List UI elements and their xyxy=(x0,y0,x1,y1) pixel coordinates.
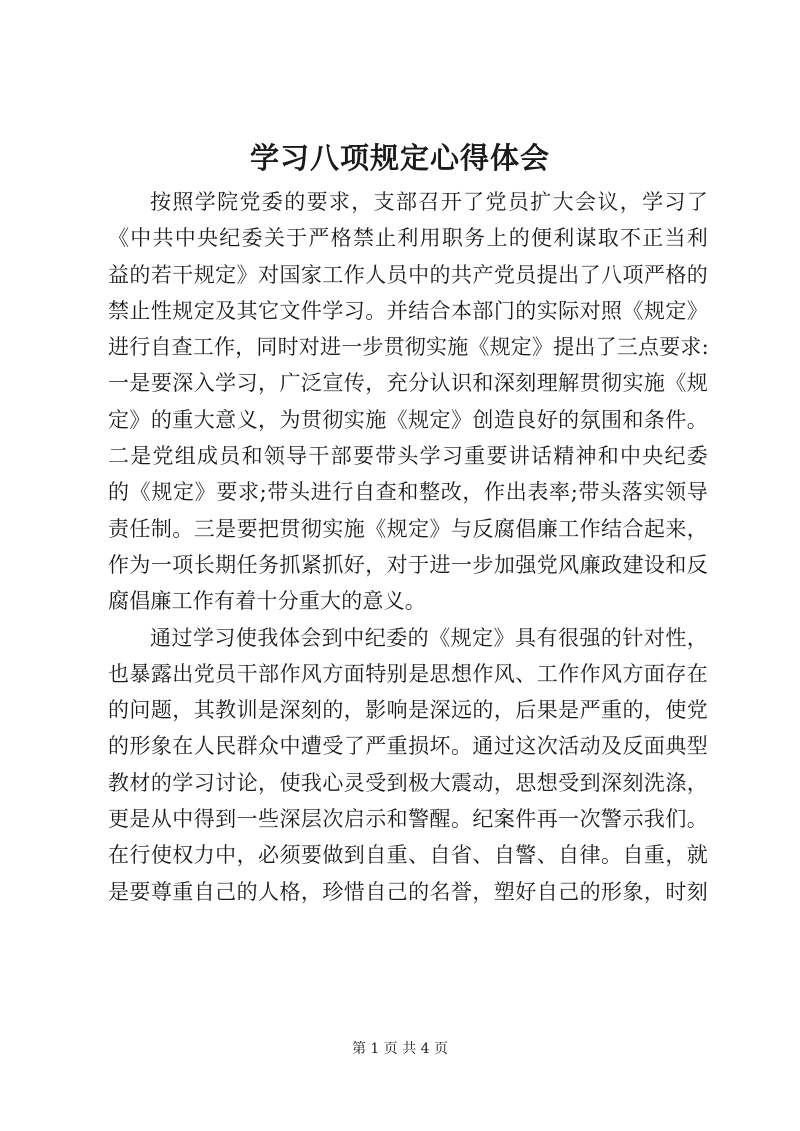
text-line: 通过学习使我体会到中纪委的《规定》具有很强的针对性， xyxy=(150,625,708,650)
text-line: 按照学院党委的要求，支部召开了党员扩大会议，学习了 xyxy=(150,190,708,214)
text-line: 是要尊重自己的人格，珍惜自己的名誉，塑好自己的形象，时刻 xyxy=(108,879,708,904)
text-line: 一是要深入学习，广泛宣传，充分认识和深刻理解贯彻实施《规 xyxy=(108,371,708,396)
text-line: 责任制。三是要把贯彻实施《规定》与反腐倡廉工作结合起来， xyxy=(108,516,708,541)
text-line: 的形象在人民群众中遭受了严重损坏。通过这次活动及反面典型 xyxy=(108,734,708,759)
text-line: 腐倡廉工作有着十分重大的意义。 xyxy=(108,589,426,614)
text-line: 进行自查工作，同时对进一步贯彻实施《规定》提出了三点要求: xyxy=(108,335,709,360)
text-line: 的问题，其教训是深刻的，影响是深远的，后果是严重的，使党 xyxy=(108,698,708,723)
page-footer: 第 1 页 共 4 页 xyxy=(351,1041,449,1057)
page-title: 学习八项规定心得体会 xyxy=(249,141,550,175)
text-line: 定》的重大意义，为贯彻实施《规定》创造良好的氛围和条件。 xyxy=(108,407,708,432)
text-line: 教材的学习讨论，使我心灵受到极大震动，思想受到深刻洗涤， xyxy=(108,770,708,795)
text-line: 更是从中得到一些深层次启示和警醒。纪案件再一次警示我们。 xyxy=(108,807,708,832)
text-line: 也暴露出党员干部作风方面特别是思想作风、工作作风方面存在 xyxy=(108,661,708,686)
text-line: 二是党组成员和领导干部要带头学习重要讲话精神和中央纪委 xyxy=(108,444,708,469)
text-line: 在行使权力中，必须要做到自重、自省、自警、自律。自重，就 xyxy=(108,843,708,868)
text-line: 益的若干规定》对国家工作人员中的共产党员提出了八项严格的 xyxy=(108,262,708,287)
document-body xyxy=(108,184,708,910)
text-line: 《中共中央纪委关于严格禁止利用职务上的便利谋取不正当利 xyxy=(108,226,708,251)
text-line: 的《规定》要求;带头进行自查和整改，作出表率;带头落实领导 xyxy=(108,480,708,505)
text-line: 作为一项长期任务抓紧抓好，对于进一步加强党风廉政建设和反 xyxy=(108,552,708,577)
text-line: 禁止性规定及其它文件学习。并结合本部门的实际对照《规定》 xyxy=(108,298,708,323)
